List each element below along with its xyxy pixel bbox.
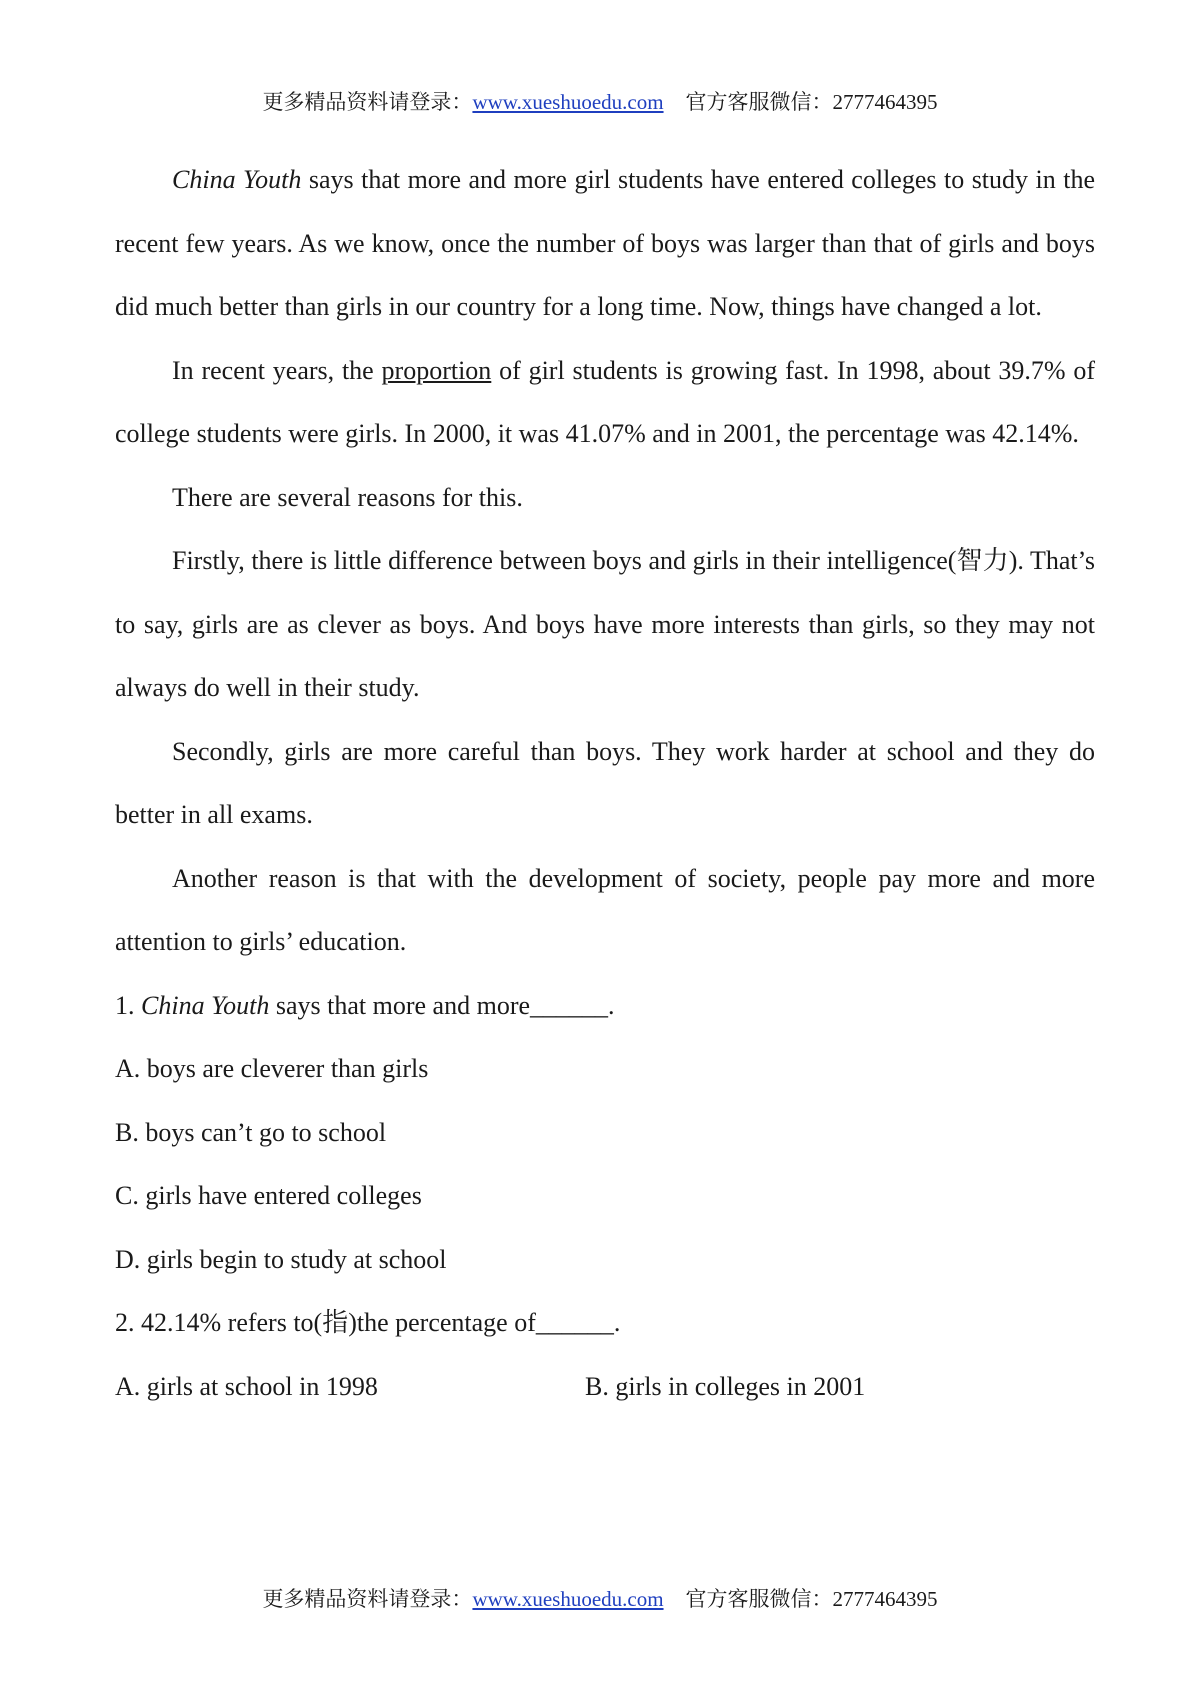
- paragraph-3: There are several reasons for this.: [172, 482, 523, 512]
- document-body: [115, 148, 1095, 1418]
- question-2-option-a: A. girls at school in 1998: [115, 1371, 378, 1401]
- underlined-word: proportion: [381, 355, 492, 385]
- header-prefix: 更多精品资料请登录：: [262, 90, 473, 114]
- page-header: [0, 86, 1200, 116]
- page-footer: [0, 1583, 1200, 1613]
- paragraph-2: In recent years, the proportion of girl students is growing fast. In 1998, about 39.7% of college students were girls. In 2000, it was 41.07% and in 2001, the percentage was 42.14%.: [115, 355, 1095, 448]
- paragraph-4: Firstly, there is little difference between boys and girls in their intelligence(智力). That’s to say, girls are as clever as boys. And boys have more interests than girls, so they may not always do well in their study.: [115, 546, 1095, 702]
- paragraph-1: China Youth says that more and more girl students have entered colleges to study in the recent few years. As we know, once the number of boys was larger than that of girls and boys did much better than girls in our country for a long time. Now, things have changed a lot.: [115, 165, 1095, 321]
- header-link[interactable]: www.xueshuoedu.com: [472, 90, 664, 114]
- question-1-option-a: A. boys are cleverer than girls: [115, 1054, 429, 1083]
- question-1-stem: 1. China Youth says that more and more______.: [115, 990, 615, 1020]
- paragraph-5: Secondly, girls are more careful than boys. They work harder at school and they do better in all exams.: [115, 736, 1095, 829]
- header-service: 官方客服微信：2777464395: [685, 90, 938, 114]
- question-2-options-row: [115, 1355, 1095, 1419]
- publication-name: China Youth: [172, 165, 302, 194]
- footer-prefix: 更多精品资料请登录：: [262, 1587, 473, 1611]
- question-1-option-c: C. girls have entered colleges: [115, 1181, 422, 1210]
- footer-service: 官方客服微信：2777464395: [685, 1587, 938, 1611]
- question-1-option-d: D. girls begin to study at school: [115, 1244, 447, 1274]
- footer-link[interactable]: www.xueshuoedu.com: [472, 1587, 664, 1611]
- paragraph-6: Another reason is that with the development of society, people pay more and more attention to girls’ education.: [115, 863, 1095, 956]
- question-2-stem: 2. 42.14% refers to(指)the percentage of______.: [115, 1308, 621, 1337]
- question-1-option-b: B. boys can’t go to school: [115, 1117, 387, 1147]
- question-2-option-b: B. girls in colleges in 2001: [585, 1371, 866, 1401]
